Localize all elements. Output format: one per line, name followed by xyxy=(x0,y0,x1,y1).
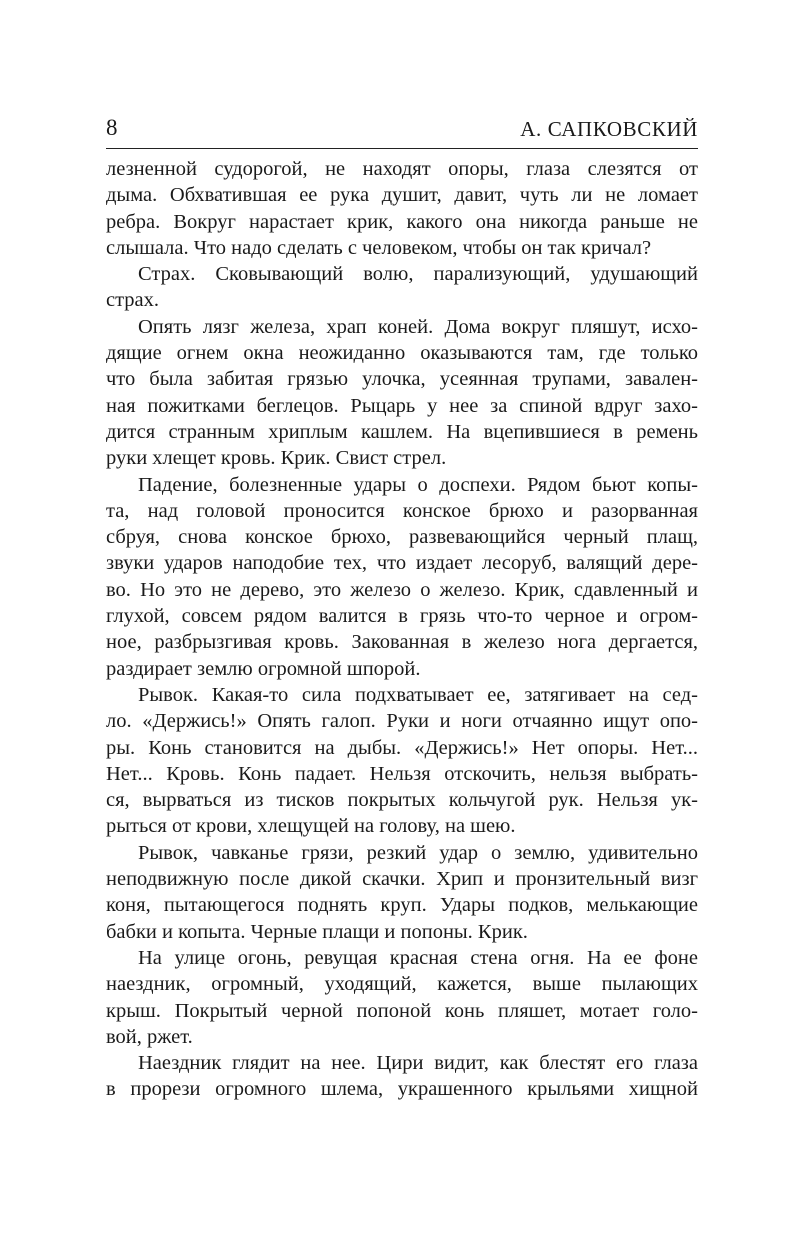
text-line: Страх. Сковывающий волю, парализующий, удушающий xyxy=(138,263,698,286)
text-line: ное, разбрызгивая кровь. Закованная в железо нога дергается, xyxy=(106,631,698,654)
text-line: звуки ударов наподобие тех, что издает лесоруб, валящий дере- xyxy=(106,552,698,575)
paragraph xyxy=(106,156,698,261)
paragraph xyxy=(106,261,698,314)
text-line: коня, пытающегося поднять круп. Удары подков, мелькающие xyxy=(106,894,698,917)
paragraph xyxy=(106,472,698,682)
text-line: наездник, огромный, уходящий, кажется, выше пылающих xyxy=(106,973,698,996)
text-line: ло. «Держись!» Опять галоп. Руки и ноги отчаянно ищут опо- xyxy=(106,710,698,733)
page-number: 8 xyxy=(106,115,118,140)
text-line: крыш. Покрытый черной попоной конь пляшет, мотает голо- xyxy=(106,999,698,1022)
paragraph xyxy=(106,1050,698,1103)
text-line: дыма. Обхватившая ее рука душит, давит, чуть ли не ломает xyxy=(106,184,698,207)
page-header xyxy=(106,114,698,149)
paragraph xyxy=(106,840,698,945)
text-line: ся, вырваться из тисков покрытых кольчугой рук. Нельзя ук- xyxy=(106,789,698,812)
text-line: во. Но это не дерево, это железо о железо. Крик, сдавленный и xyxy=(106,578,698,601)
paragraph xyxy=(106,314,698,472)
text-line: ребра. Вокруг нарастает крик, какого она никогда раньше не xyxy=(106,210,698,233)
body-text xyxy=(106,156,698,1103)
text-line: что была забитая грязью улочка, усеянная трупами, завален- xyxy=(106,368,698,391)
text-line: страх. xyxy=(106,289,160,312)
text-line: ная пожитками беглецов. Рыцарь у нее за спиной вдруг захо- xyxy=(106,394,698,417)
text-line: в прорези огромного шлема, украшенного крыльями хищной xyxy=(106,1078,698,1101)
paragraph xyxy=(106,682,698,840)
text-line: та, над головой проносится конское брюхо и разорванная xyxy=(106,499,698,522)
text-line: Нет... Кровь. Конь падает. Нельзя отскочить, нельзя выбрать- xyxy=(106,762,698,785)
paragraph xyxy=(106,945,698,1050)
text-line: руки хлещет кровь. Крик. Свист стрел. xyxy=(106,447,447,470)
text-line: Падение, болезненные удары о доспехи. Рядом бьют копы- xyxy=(138,473,698,496)
running-head-author: А. САПКОВСКИЙ xyxy=(520,117,698,141)
text-line: Рывок, чавканье грязи, резкий удар о землю, удивительно xyxy=(138,841,698,864)
text-line: Наездник глядит на нее. Цири видит, как блестят его глаза xyxy=(138,1052,698,1075)
text-line: вой, ржет. xyxy=(106,1025,193,1048)
text-line: слышала. Что надо сделать с человеком, чтобы он так кричал? xyxy=(106,236,652,259)
text-line: ры. Конь становится на дыбы. «Держись!» Нет опоры. Нет... xyxy=(106,736,698,759)
text-line: раздирает землю огромной шпорой. xyxy=(106,657,421,680)
text-line: дится странным хриплым кашлем. На вцепившиеся в ремень xyxy=(106,420,698,443)
text-line: сбруя, снова конское брюхо, развевающийся черный плащ, xyxy=(106,526,698,549)
text-line: бабки и копыта. Черные плащи и попоны. Крик. xyxy=(106,920,528,943)
text-line: рыться от крови, хлещущей на голову, на шею. xyxy=(106,815,516,838)
text-line: неподвижную после дикой скачки. Хрип и пронзительный визг xyxy=(106,868,698,891)
text-line: лезненной судорогой, не находят опоры, глаза слезятся от xyxy=(106,158,698,180)
text-line: дящие огнем окна неожиданно оказываются там, где только xyxy=(106,342,698,365)
text-line: глухой, совсем рядом валится в грязь что-то черное и огром- xyxy=(106,605,698,628)
text-line: Опять лязг железа, храп коней. Дома вокруг пляшут, исхо- xyxy=(138,315,698,338)
text-line: На улице огонь, ревущая красная стена огня. На ее фоне xyxy=(138,946,698,969)
text-line: Рывок. Какая-то сила подхватывает ее, затягивает на сед- xyxy=(138,683,698,706)
